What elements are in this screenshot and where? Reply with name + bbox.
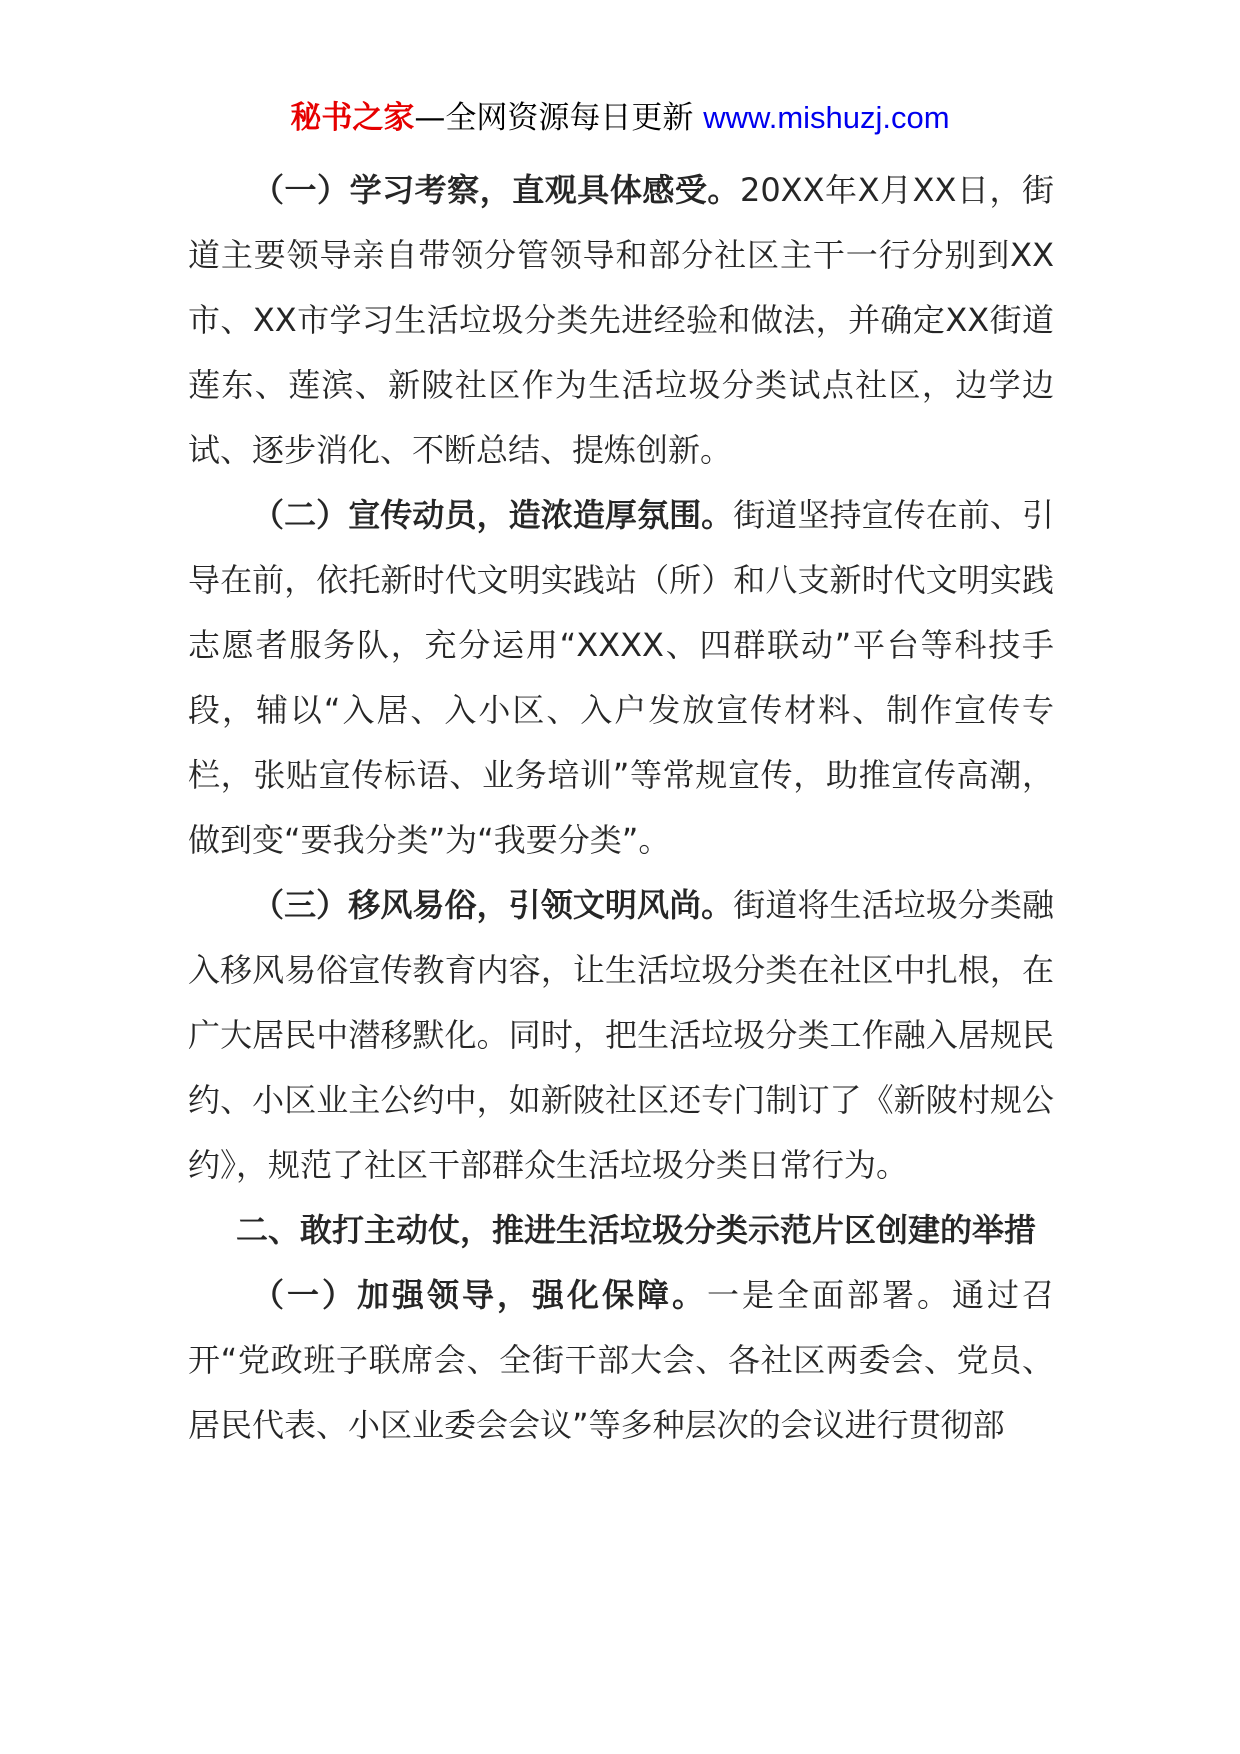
site-header — [0, 98, 1240, 138]
site-tagline: —全网资源每日更新 — [414, 100, 694, 136]
section-title: 二、敢打主动仗，推进生活垃圾分类示范片区创建的举措 — [236, 1211, 1037, 1249]
site-brand: 秘书之家 — [290, 100, 415, 136]
site-url-link[interactable]: www.mishuzj.com — [703, 100, 950, 135]
paragraph-3 — [188, 873, 1054, 1198]
paragraph-2-heading: （二）宣传动员，造浓造厚氛围。 — [252, 496, 734, 534]
paragraph-4 — [188, 1263, 1054, 1458]
paragraph-2 — [188, 483, 1054, 873]
document-body — [188, 158, 1054, 1458]
paragraph-2-text: 街道坚持宣传在前、引导在前，依托新时代文明实践站（所）和八支新时代文明实践志愿者服务队，充分运用“XXXX、四群联动”平台等科技手段，辅以“入居、入小区、入户发放宣传材料、制作宣传专栏，张贴宣传标语、业务培训”等常规宣传，助推宣传高潮，做到变“要我分类”为“我要分类”。 — [188, 496, 1054, 859]
paragraph-1 — [188, 158, 1054, 483]
paragraph-3-heading: （三）移风易俗，引领文明风尚。 — [252, 886, 734, 924]
paragraph-4-heading: （一）加强领导，强化保障。 — [252, 1276, 707, 1314]
paragraph-1-heading: （一）学习考察，直观具体感受。 — [252, 171, 740, 209]
paragraph-1-text: 20XX年X月XX日，街道主要领导亲自带领分管领导和部分社区主干一行分别到XX市、XX市学习生活垃圾分类先进经验和做法，并确定XX街道莲东、莲滨、新陂社区作为生活垃圾分类试点社区，边学边试、逐步消化、不断总结、提炼创新。 — [188, 171, 1054, 469]
paragraph-3-text: 街道将生活垃圾分类融入移风易俗宣传教育内容，让生活垃圾分类在社区中扎根，在广大居民中潜移默化。同时，把生活垃圾分类工作融入居规民约、小区业主公约中，如新陂社区还专门制订了《新陂村规公约》，规范了社区干部群众生活垃圾分类日常行为。 — [188, 886, 1054, 1184]
paragraph-4-text: 一是全面部署。通过召开“党政班子联席会、全街干部大会、各社区两委会、党员、居民代表、小区业委会会议”等多种层次的会议进行贯彻部 — [188, 1276, 1054, 1444]
